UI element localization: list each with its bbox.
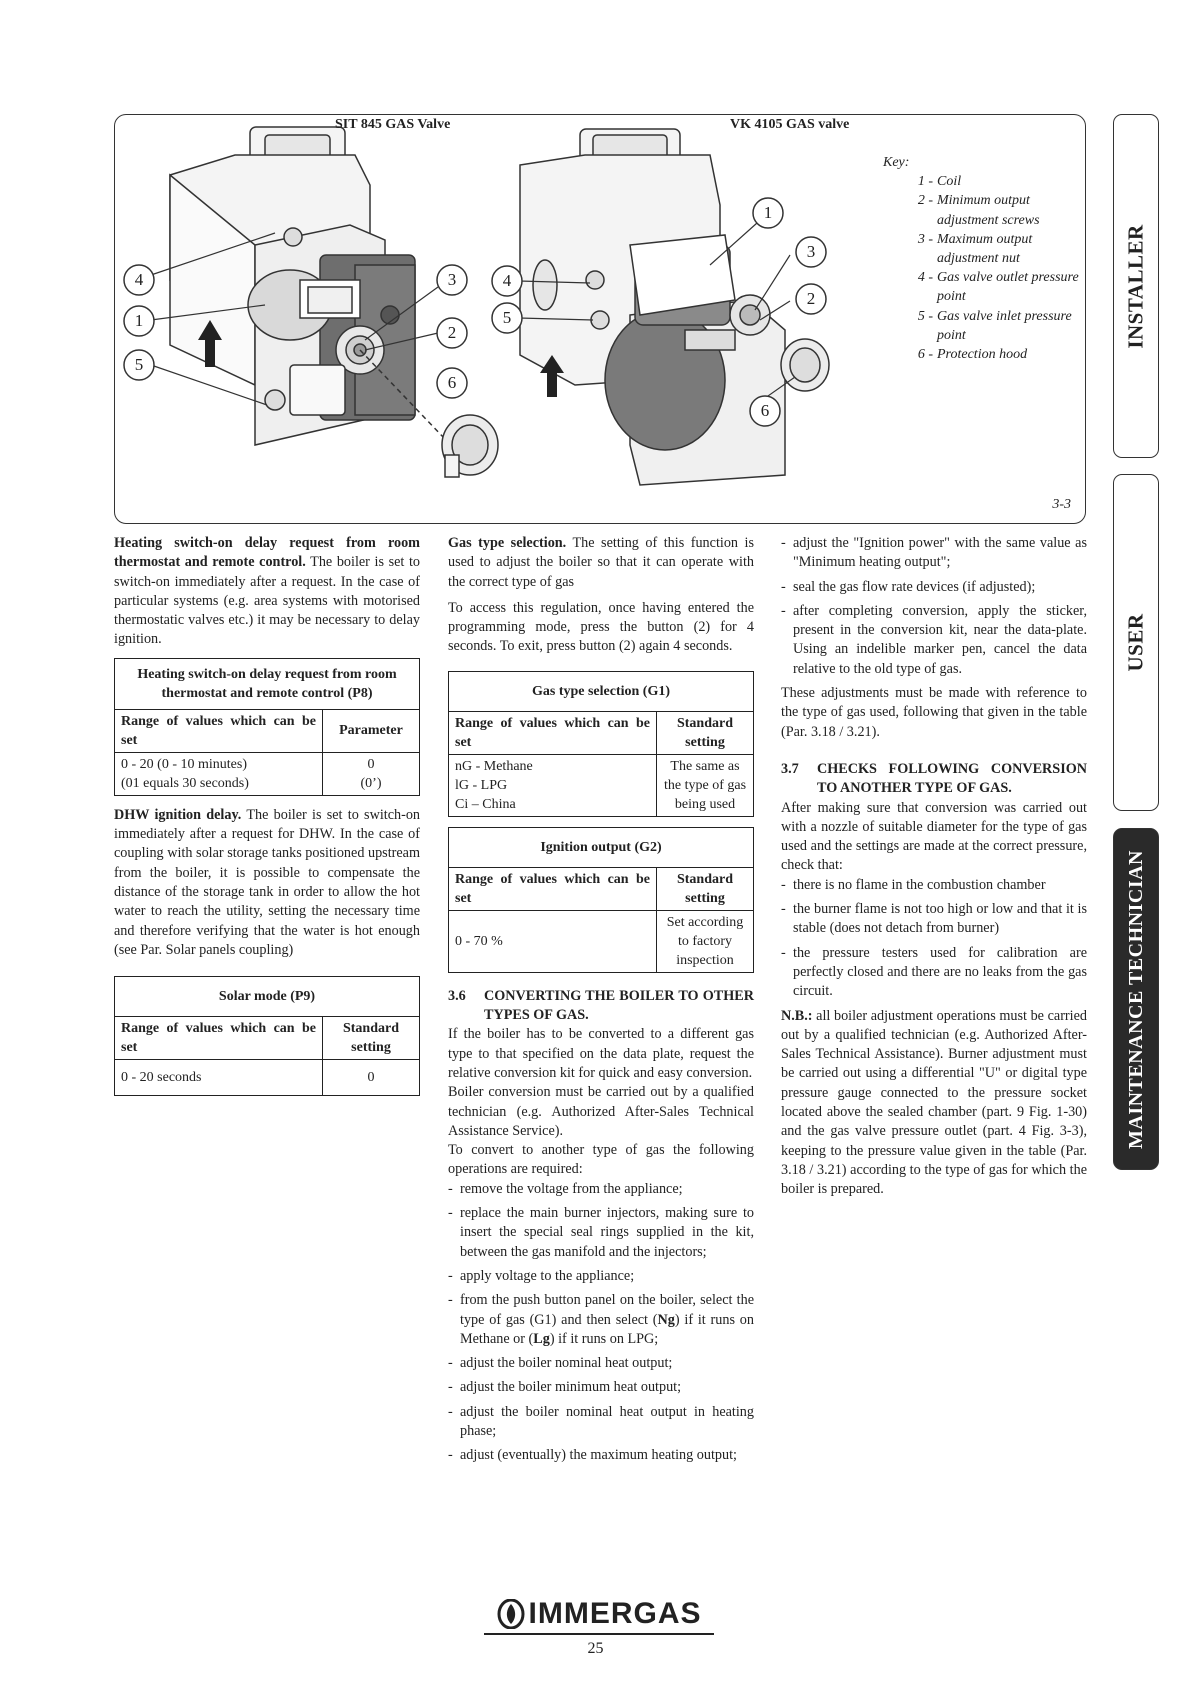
dhw-delay-paragraph: DHW ignition delay. The boiler is set to switch-on immediately after a request for DHW. In the case of coupling with solar storage tanks positioned upstream from the boiler, it is possible to compensate the distance of the storage tank in order to allow the hot water to reach the utility, setting the necessary time and therefore verifying that the water is hot enough (see Par. Solar panels coupling) bbox=[114, 806, 421, 958]
callout-5-right: 5 bbox=[502, 308, 512, 327]
column-3 bbox=[781, 534, 1087, 1207]
table-header: Range of values which can be set bbox=[449, 867, 657, 910]
list-item: - from the push button panel on the boiler, select the type of gas (G1) and then select (Ng) if it runs on Methane or (Lg) if it runs on LPG; bbox=[448, 1292, 754, 1347]
qualified-technician-paragraph: Boiler conversion must be carried out by a qualified technician (e.g. Authorized After-Sales Technical Assistance Service). bbox=[448, 1084, 754, 1139]
figure-number: 3-3 bbox=[1052, 497, 1071, 512]
table-cell: nG - Methane lG - LPG Ci – China bbox=[449, 754, 657, 816]
table-p9 bbox=[114, 976, 420, 1096]
list-item: - apply voltage to the appliance; bbox=[448, 1267, 635, 1284]
table-g1-title: Gas type selection (G1) bbox=[449, 671, 754, 711]
list-item: - adjust (eventually) the maximum heating output; bbox=[448, 1447, 737, 1464]
column-2 bbox=[448, 534, 754, 1471]
gas-valve-figure bbox=[114, 114, 1086, 524]
section-3-6-heading: 3.6 CONVERTING THE BOILER TO OTHER TYPES OF GAS. bbox=[448, 987, 754, 1024]
table-p9-title: Solar mode (P9) bbox=[115, 977, 420, 1017]
callout-3-right: 3 bbox=[806, 242, 816, 261]
flame-icon bbox=[497, 1599, 525, 1629]
callout-1-left: 1 bbox=[134, 311, 144, 330]
key-item: 5 - Gas valve inlet pressure point bbox=[917, 308, 1072, 343]
table-header: Standard setting bbox=[657, 711, 754, 754]
adjustments-paragraph: These adjustments must be made with reference to the type of gas used, following that given in the table (Par. 3.18 / 3.21). bbox=[781, 685, 1087, 740]
logo-underline bbox=[484, 1633, 714, 1635]
figure-key bbox=[883, 153, 1083, 364]
table-header: Parameter bbox=[323, 709, 420, 752]
list-item: - the burner flame is not too high or low and that it is stable (does not detach from burner) bbox=[781, 901, 1087, 937]
list-item: - adjust the boiler minimum heat output; bbox=[448, 1379, 682, 1396]
table-cell: The same as the type of gas being used bbox=[657, 754, 754, 816]
table-p8 bbox=[114, 658, 420, 796]
key-item: 1 - Coil bbox=[917, 174, 962, 190]
table-cell: 0 bbox=[323, 1060, 420, 1096]
key-item: 4 - Gas valve outlet pressure point bbox=[917, 270, 1079, 305]
table-g1 bbox=[448, 671, 754, 817]
page-number: 25 bbox=[587, 1640, 604, 1657]
table-cell: 0 - 70 % bbox=[449, 910, 657, 972]
callout-4-left: 4 bbox=[134, 270, 144, 289]
operations-intro: To convert to another type of gas the following operations are required: bbox=[448, 1142, 754, 1178]
list-item: - there is no flame in the combustion chamber bbox=[781, 876, 1046, 893]
column-1 bbox=[114, 534, 420, 1106]
immergas-logo: IMMERGAS bbox=[484, 1596, 714, 1632]
sit-845-title: SIT 845 GAS Valve bbox=[335, 117, 451, 132]
access-regulation-paragraph: To access this regulation, once having entered the programming mode, press the button (2) for 4 seconds. To exit, press button (2) again 4 seconds. bbox=[448, 599, 754, 655]
callout-3-left: 3 bbox=[447, 270, 457, 289]
list-item: - replace the main burner injectors, making sure to insert the special seal rings supplied in the kit, between the gas manifold and the injectors; bbox=[448, 1205, 754, 1260]
sit-845-valve-drawing bbox=[170, 127, 498, 477]
heating-delay-paragraph: Heating switch-on delay request from room thermostat and remote control. The boiler is set to switch-on immediately after a request. In the case of particular systems (e.g. area systems with motorised thermostatic valves etc.) it may be necessary to delay ignition. bbox=[114, 535, 420, 648]
list-item: - adjust the boiler nominal heat output in heating phase; bbox=[448, 1403, 754, 1440]
tab-user[interactable]: USER bbox=[1113, 474, 1159, 811]
conversion-paragraph: If the boiler has to be converted to a different gas type to that specified on the data plate, request the relative conversion kit for quick and easy conversion. bbox=[448, 1026, 754, 1081]
gas-type-paragraph: Gas type selection. The setting of this function is used to adjust the boiler so that it can operate with the correct type of gas bbox=[448, 535, 754, 590]
table-cell: 0 - 20 (0 - 10 minutes) (01 equals 30 seconds) bbox=[115, 752, 323, 795]
table-header: Range of values which can be set bbox=[449, 711, 657, 754]
tab-maintenance-technician[interactable]: MAINTENANCE TECHNICIAN bbox=[1113, 828, 1159, 1170]
key-title: Key: bbox=[883, 155, 910, 170]
table-header: Standard setting bbox=[323, 1017, 420, 1060]
list-item: - the pressure testers used for calibration are perfectly closed and there are no leaks from the gas circuit. bbox=[781, 944, 1087, 1000]
table-p8-title: Heating switch-on delay request from room thermostat and remote control (P8) bbox=[115, 658, 420, 709]
callout-2-left: 2 bbox=[447, 323, 457, 342]
key-item: 6 - Protection hood bbox=[917, 347, 1028, 363]
list-item: - adjust the "Ignition power" with the same value as "Minimum heating output"; bbox=[781, 535, 1087, 571]
callout-6-left: 6 bbox=[447, 373, 457, 392]
list-item: - remove the voltage from the appliance; bbox=[448, 1180, 683, 1197]
section-3-7-heading: 3.7 CHECKS FOLLOWING CONVERSION TO ANOTHER TYPE OF GAS. bbox=[781, 760, 1087, 797]
checks-intro: After making sure that conversion was carried out with a nozzle of suitable diameter for the type of gas used and the settings are made at the correct pressure, check that: bbox=[781, 799, 1087, 874]
callout-2-right: 2 bbox=[806, 289, 816, 308]
table-header: Range of values which can be set bbox=[115, 709, 323, 752]
callout-5-left: 5 bbox=[134, 355, 144, 374]
table-header: Range of values which can be set bbox=[115, 1017, 323, 1060]
table-g2 bbox=[448, 827, 754, 973]
callout-4-right: 4 bbox=[502, 271, 512, 290]
tab-installer[interactable]: INSTALLER bbox=[1113, 114, 1159, 458]
table-cell: Set according to factory inspection bbox=[657, 910, 754, 972]
callout-6-right: 6 bbox=[760, 401, 770, 420]
table-cell: 0 (0’) bbox=[323, 752, 420, 795]
table-cell: 0 - 20 seconds bbox=[115, 1060, 323, 1096]
table-header: Standard setting bbox=[657, 867, 754, 910]
callout-1-right: 1 bbox=[763, 203, 773, 222]
vk-4105-title: VK 4105 GAS valve bbox=[730, 117, 850, 132]
table-g2-title: Ignition output (G2) bbox=[449, 827, 754, 867]
vk-4105-valve-drawing bbox=[520, 129, 829, 485]
key-item: 3 - Maximum output adjustment nut bbox=[917, 231, 1033, 267]
list-item: - seal the gas flow rate devices (if adjusted); bbox=[781, 578, 1036, 595]
list-item: - adjust the boiler nominal heat output; bbox=[448, 1355, 673, 1372]
key-item: 2 - Minimum output adjustment screws bbox=[917, 193, 1040, 228]
nb-paragraph: N.B.: all boiler adjustment operations must be carried out by a qualified technician (e.g. Authorized After-Sales Technical Assistance). Burner adjustment must be carried out using a differential "U" or digital type pressure gauge connected to the pressure socket located above the sealed chamber (part. 9 Fig. 1-30) and the gas valve pressure outlet (part. 4 Fig. 3-3), keeping to the pressure value given in the table (Par. 3.18 / 3.21) according to the type of gas for which the boiler is prepared. bbox=[781, 1007, 1087, 1198]
list-item: - after completing conversion, apply the sticker, present in the conversion kit, near the data-plate. Using an indelible marker pen, cancel the data relative to the old type of gas. bbox=[781, 602, 1087, 677]
